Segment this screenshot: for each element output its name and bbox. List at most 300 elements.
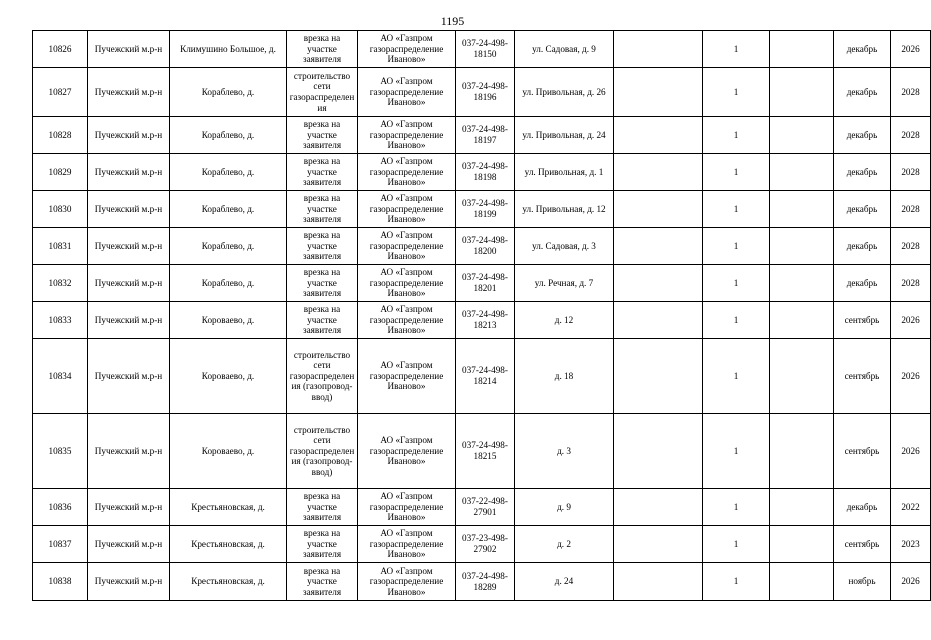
work-type-cell [287, 489, 358, 526]
empty-cell [770, 302, 834, 339]
quantity-cell-text: 1 [733, 203, 739, 214]
row-number-cell-text: 10833 [48, 314, 72, 325]
table-row [33, 489, 931, 526]
district-cell-text: Пучежский м.р-н [94, 445, 163, 456]
row-number-cell [33, 526, 88, 563]
table-row [33, 154, 931, 191]
row-number-cell-text: 10834 [48, 370, 72, 381]
object-code-cell [456, 191, 515, 228]
work-type-cell [287, 191, 358, 228]
table-row [33, 31, 931, 68]
organization-cell-text: АО «Газпром газораспределение Иваново» [369, 230, 444, 262]
settlement-cell-text: Коровaево, д. [201, 314, 255, 325]
table-row [33, 526, 931, 563]
settlement-cell-text: Кораблево, д. [201, 166, 255, 177]
address-cell [515, 302, 614, 339]
settlement-cell [170, 563, 287, 601]
table-row [33, 414, 931, 489]
address-cell [515, 563, 614, 601]
settlement-cell [170, 489, 287, 526]
row-number-cell-text: 10826 [48, 43, 72, 54]
settlement-cell [170, 31, 287, 68]
month-cell [834, 302, 891, 339]
empty-cell [770, 68, 834, 117]
table-row [33, 339, 931, 414]
month-cell-text: ноябрь [848, 576, 876, 587]
district-cell [88, 154, 170, 191]
quantity-cell-text: 1 [733, 277, 739, 288]
object-code-cell-text: 037-24-498-18200 [462, 235, 508, 256]
work-type-cell-text: врезка на участке заявителя [302, 230, 342, 262]
year-cell [891, 265, 931, 302]
settlement-cell-text: Кораблево, д. [201, 86, 255, 97]
object-code-cell-text: 037-24-498-18213 [462, 309, 508, 330]
quantity-cell [703, 563, 770, 601]
year-cell-text: 2028 [901, 240, 920, 251]
quantity-cell [703, 489, 770, 526]
empty-cell [614, 31, 703, 68]
work-type-cell [287, 228, 358, 265]
month-cell-text: сентябрь [844, 445, 880, 456]
empty-cell [614, 526, 703, 563]
settlement-cell [170, 526, 287, 563]
empty-cell [770, 154, 834, 191]
address-cell [515, 526, 614, 563]
year-cell [891, 526, 931, 563]
work-type-cell [287, 526, 358, 563]
row-number-cell [33, 302, 88, 339]
year-cell-text: 2028 [901, 203, 920, 214]
year-cell [891, 31, 931, 68]
work-type-cell [287, 154, 358, 191]
quantity-cell-text: 1 [733, 576, 739, 587]
organization-cell [358, 154, 456, 191]
row-number-cell-text: 10827 [48, 86, 72, 97]
year-cell-text: 2026 [901, 445, 920, 456]
month-cell-text: декабрь [846, 501, 878, 512]
object-code-cell [456, 526, 515, 563]
year-cell-text: 2026 [901, 314, 920, 325]
month-cell-text: сентябрь [844, 538, 880, 549]
empty-cell [614, 68, 703, 117]
month-cell [834, 563, 891, 601]
quantity-cell-text: 1 [733, 538, 739, 549]
month-cell [834, 489, 891, 526]
work-type-cell-text: врезка на участке заявителя [302, 119, 342, 151]
address-cell [515, 191, 614, 228]
organization-cell [358, 117, 456, 154]
organization-cell [358, 31, 456, 68]
object-code-cell-text: 037-24-498-18289 [462, 570, 508, 592]
empty-cell [770, 191, 834, 228]
month-cell-text: декабрь [846, 86, 878, 97]
address-cell [515, 339, 614, 414]
organization-cell-text: АО «Газпром газораспределение Иваново» [369, 156, 444, 188]
settlement-cell-text: Кораблево, д. [201, 240, 255, 251]
row-number-cell-text: 10836 [48, 501, 72, 512]
district-cell-text: Пучежский м.р-н [94, 370, 163, 381]
empty-cell [614, 117, 703, 154]
empty-cell [770, 414, 834, 489]
table-row [33, 265, 931, 302]
empty-cell [770, 563, 834, 601]
object-code-cell [456, 228, 515, 265]
work-type-cell-text: врезка на участке заявителя [302, 193, 342, 225]
settlement-cell [170, 191, 287, 228]
work-type-cell-text: строительство сети газораспределения (газопровод-ввод) [289, 424, 355, 477]
row-number-cell [33, 414, 88, 489]
table-body [33, 31, 931, 601]
district-cell-text: Пучежский м.р-н [94, 576, 163, 587]
year-cell-text: 2028 [901, 166, 920, 177]
row-number-cell [33, 563, 88, 601]
object-code-cell [456, 339, 515, 414]
address-cell [515, 68, 614, 117]
district-cell-text: Пучежский м.р-н [94, 501, 163, 512]
year-cell [891, 228, 931, 265]
empty-cell [770, 228, 834, 265]
work-type-cell-text: врезка на участке заявителя [302, 565, 342, 597]
address-cell [515, 154, 614, 191]
object-code-cell-text: 037-24-498-18197 [462, 124, 508, 145]
district-cell [88, 489, 170, 526]
work-type-cell [287, 68, 358, 117]
year-cell [891, 563, 931, 601]
year-cell-text: 2026 [901, 43, 920, 54]
work-type-cell [287, 339, 358, 414]
settlement-cell [170, 339, 287, 414]
organization-cell [358, 563, 456, 601]
year-cell-text: 2026 [901, 370, 920, 381]
work-type-cell [287, 563, 358, 601]
work-type-cell [287, 117, 358, 154]
address-cell-text: д. 2 [557, 538, 571, 549]
empty-cell [770, 339, 834, 414]
empty-cell [770, 265, 834, 302]
district-cell-text: Пучежский м.р-н [94, 203, 163, 214]
year-cell [891, 68, 931, 117]
address-cell [515, 489, 614, 526]
empty-cell [614, 489, 703, 526]
object-code-cell [456, 117, 515, 154]
object-code-cell-text: 037-24-498-18150 [462, 38, 508, 59]
row-number-cell [33, 31, 88, 68]
work-type-cell [287, 265, 358, 302]
object-code-cell [456, 154, 515, 191]
month-cell-text: декабрь [846, 240, 878, 251]
work-type-cell-text: врезка на участке заявителя [302, 33, 342, 65]
district-cell [88, 117, 170, 154]
month-cell [834, 339, 891, 414]
object-code-cell-text: 037-24-498-18201 [462, 272, 508, 293]
table-row [33, 563, 931, 601]
address-cell-text: ул. Садовая, д. 9 [532, 43, 596, 54]
row-number-cell [33, 117, 88, 154]
settlement-cell-text: Крестьяновская, д. [191, 576, 265, 587]
empty-cell [770, 117, 834, 154]
district-cell-text: Пучежский м.р-н [94, 538, 163, 549]
quantity-cell-text: 1 [733, 445, 739, 456]
address-cell-text: ул. Привольная, д. 24 [522, 129, 606, 140]
organization-cell-text: АО «Газпром газораспределение Иваново» [369, 304, 444, 336]
row-number-cell-text: 10837 [48, 538, 72, 549]
settlement-cell-text: Крестьяновская, д. [191, 501, 265, 512]
district-cell-text: Пучежский м.р-н [94, 277, 163, 288]
quantity-cell [703, 526, 770, 563]
table-row [33, 117, 931, 154]
work-type-cell [287, 414, 358, 489]
organization-cell [358, 302, 456, 339]
month-cell [834, 414, 891, 489]
organization-cell-text: АО «Газпром газораспределение Иваново» [369, 360, 444, 392]
settlement-cell [170, 302, 287, 339]
row-number-cell-text: 10831 [48, 240, 72, 251]
quantity-cell [703, 31, 770, 68]
organization-cell-text: АО «Газпром газораспределение Иваново» [369, 267, 444, 299]
quantity-cell-text: 1 [733, 86, 739, 97]
empty-cell [614, 563, 703, 601]
object-code-cell [456, 302, 515, 339]
row-number-cell [33, 191, 88, 228]
district-cell-text: Пучежский м.р-н [94, 314, 163, 325]
row-number-cell-text: 10838 [48, 576, 72, 587]
organization-cell-text: АО «Газпром газораспределение Иваново» [369, 76, 444, 108]
empty-cell [614, 154, 703, 191]
year-cell [891, 339, 931, 414]
quantity-cell [703, 117, 770, 154]
organization-cell-text: АО «Газпром газораспределение Иваново» [369, 528, 444, 560]
month-cell-text: декабрь [846, 43, 878, 54]
settlement-cell-text: Коровaево, д. [201, 370, 255, 381]
year-cell [891, 117, 931, 154]
row-number-cell-text: 10832 [48, 277, 72, 288]
page-number: 1195 [440, 14, 465, 28]
work-type-cell-text: врезка на участке заявителя [302, 156, 342, 188]
district-cell [88, 265, 170, 302]
district-cell-text: Пучежский м.р-н [94, 240, 163, 251]
month-cell-text: сентябрь [844, 314, 880, 325]
year-cell [891, 302, 931, 339]
quantity-cell-text: 1 [733, 501, 739, 512]
address-cell-text: д. 18 [554, 370, 574, 381]
year-cell [891, 414, 931, 489]
organization-cell [358, 191, 456, 228]
quantity-cell [703, 265, 770, 302]
district-cell [88, 191, 170, 228]
row-number-cell [33, 154, 88, 191]
empty-cell [770, 526, 834, 563]
settlement-cell [170, 117, 287, 154]
settlement-cell [170, 68, 287, 117]
month-cell-text: декабрь [846, 129, 878, 140]
month-cell-text: декабрь [846, 203, 878, 214]
month-cell [834, 68, 891, 117]
address-cell-text: д. 12 [554, 314, 574, 325]
district-cell [88, 31, 170, 68]
row-number-cell [33, 265, 88, 302]
settlement-cell-text: Кораблево, д. [201, 277, 255, 288]
quantity-cell-text: 1 [733, 314, 739, 325]
quantity-cell [703, 414, 770, 489]
work-type-cell-text: строительство сети газораспределения [289, 70, 355, 113]
month-cell [834, 526, 891, 563]
quantity-cell-text: 1 [733, 43, 739, 54]
row-number-cell [33, 489, 88, 526]
organization-cell [358, 526, 456, 563]
empty-cell [614, 228, 703, 265]
month-cell-text: декабрь [846, 166, 878, 177]
address-cell [515, 265, 614, 302]
quantity-cell-text: 1 [733, 240, 739, 251]
work-type-cell-text: врезка на участке заявителя [302, 267, 342, 299]
address-cell [515, 117, 614, 154]
table-row [33, 228, 931, 265]
month-cell [834, 265, 891, 302]
address-cell-text: ул. Привольная, д. 12 [522, 203, 606, 214]
organization-cell [358, 68, 456, 117]
organization-cell-text: АО «Газпром газораспределение Иваново» [369, 193, 444, 225]
year-cell-text: 2022 [901, 501, 920, 512]
quantity-cell-text: 1 [733, 370, 739, 381]
row-number-cell [33, 339, 88, 414]
object-code-cell-text: 037-24-498-18196 [462, 81, 508, 102]
quantity-cell [703, 154, 770, 191]
organization-cell [358, 339, 456, 414]
object-code-cell-text: 037-24-498-18198 [462, 161, 508, 182]
work-type-cell-text: врезка на участке заявителя [302, 304, 342, 336]
object-code-cell [456, 265, 515, 302]
district-cell-text: Пучежский м.р-н [94, 166, 163, 177]
work-type-cell [287, 302, 358, 339]
table-row [33, 302, 931, 339]
address-cell-text: ул. Речная, д. 7 [534, 277, 594, 288]
district-cell [88, 414, 170, 489]
district-cell [88, 68, 170, 117]
organization-cell [358, 414, 456, 489]
quantity-cell-text: 1 [733, 166, 739, 177]
district-cell [88, 526, 170, 563]
empty-cell [770, 489, 834, 526]
month-cell [834, 154, 891, 191]
object-code-cell [456, 414, 515, 489]
district-cell-text: Пучежский м.р-н [94, 129, 163, 140]
row-number-cell-text: 10828 [48, 129, 72, 140]
settlement-cell-text: Коровaево, д. [201, 445, 255, 456]
district-cell [88, 339, 170, 414]
empty-cell [614, 339, 703, 414]
organization-cell-text: АО «Газпром газораспределение Иваново» [369, 491, 444, 523]
organization-cell-text: АО «Газпром газораспределение Иваново» [369, 565, 444, 597]
quantity-cell-text: 1 [733, 129, 739, 140]
month-cell [834, 228, 891, 265]
district-cell-text: Пучежский м.р-н [94, 43, 163, 54]
object-code-cell [456, 489, 515, 526]
month-cell [834, 117, 891, 154]
organization-cell [358, 265, 456, 302]
empty-cell [614, 302, 703, 339]
quantity-cell [703, 228, 770, 265]
empty-cell [614, 191, 703, 228]
organization-cell [358, 489, 456, 526]
district-cell [88, 228, 170, 265]
settlement-cell-text: Климушино Большое, д. [180, 43, 276, 54]
row-number-cell [33, 68, 88, 117]
month-cell [834, 191, 891, 228]
district-cell-text: Пучежский м.р-н [94, 86, 163, 97]
address-cell-text: ул. Садовая, д. 3 [532, 240, 596, 251]
empty-cell [614, 265, 703, 302]
settlement-cell [170, 265, 287, 302]
organization-cell-text: АО «Газпром газораспределение Иваново» [369, 33, 444, 65]
address-cell-text: ул. Привольная, д. 26 [522, 86, 606, 97]
district-cell [88, 563, 170, 601]
row-number-cell-text: 10829 [48, 166, 72, 177]
table-row [33, 68, 931, 117]
month-cell-text: сентябрь [844, 370, 880, 381]
work-type-cell-text: врезка на участке заявителя [302, 528, 342, 560]
year-cell-text: 2028 [901, 277, 920, 288]
work-type-cell-text: строительство сети газораспределения (газопровод-ввод) [289, 349, 355, 402]
organization-cell-text: АО «Газпром газораспределение Иваново» [369, 435, 444, 467]
quantity-cell [703, 339, 770, 414]
row-number-cell-text: 10835 [48, 445, 72, 456]
month-cell [834, 31, 891, 68]
settlement-cell-text: Кораблево, д. [201, 129, 255, 140]
object-code-cell-text: 037-22-498-27901 [462, 496, 508, 517]
year-cell-text: 2026 [901, 576, 920, 587]
address-cell [515, 31, 614, 68]
year-cell [891, 154, 931, 191]
table-row [33, 191, 931, 228]
object-code-cell-text: 037-24-498-18199 [462, 198, 508, 219]
organization-cell [358, 228, 456, 265]
settlement-cell-text: Крестьяновская, д. [191, 538, 265, 549]
object-code-cell-text: 037-24-498-18215 [462, 440, 508, 461]
object-code-cell-text: 037-23-498-27902 [462, 533, 508, 554]
settlement-cell [170, 414, 287, 489]
settlement-cell [170, 154, 287, 191]
object-code-cell-text: 037-24-498-18214 [462, 365, 508, 386]
address-cell-text: д. 9 [557, 501, 571, 512]
year-cell-text: 2028 [901, 86, 920, 97]
quantity-cell [703, 191, 770, 228]
address-cell-text: ул. Привольная, д. 1 [524, 166, 604, 177]
quantity-cell [703, 68, 770, 117]
month-cell-text: декабрь [846, 277, 878, 288]
object-code-cell [456, 563, 515, 601]
row-number-cell [33, 228, 88, 265]
object-code-cell [456, 31, 515, 68]
address-cell-text: д. 24 [554, 576, 574, 587]
work-type-cell [287, 31, 358, 68]
address-cell [515, 414, 614, 489]
year-cell-text: 2023 [901, 538, 920, 549]
address-cell-text: д. 3 [557, 445, 571, 456]
object-code-cell [456, 68, 515, 117]
district-cell [88, 302, 170, 339]
year-cell-text: 2028 [901, 129, 920, 140]
row-number-cell-text: 10830 [48, 203, 72, 214]
quantity-cell [703, 302, 770, 339]
year-cell [891, 191, 931, 228]
empty-cell [614, 414, 703, 489]
work-type-cell-text: врезка на участке заявителя [302, 491, 342, 523]
organization-cell-text: АО «Газпром газораспределение Иваново» [369, 119, 444, 151]
settlement-cell [170, 228, 287, 265]
year-cell [891, 489, 931, 526]
address-cell [515, 228, 614, 265]
gas-connection-register-table [32, 30, 931, 601]
